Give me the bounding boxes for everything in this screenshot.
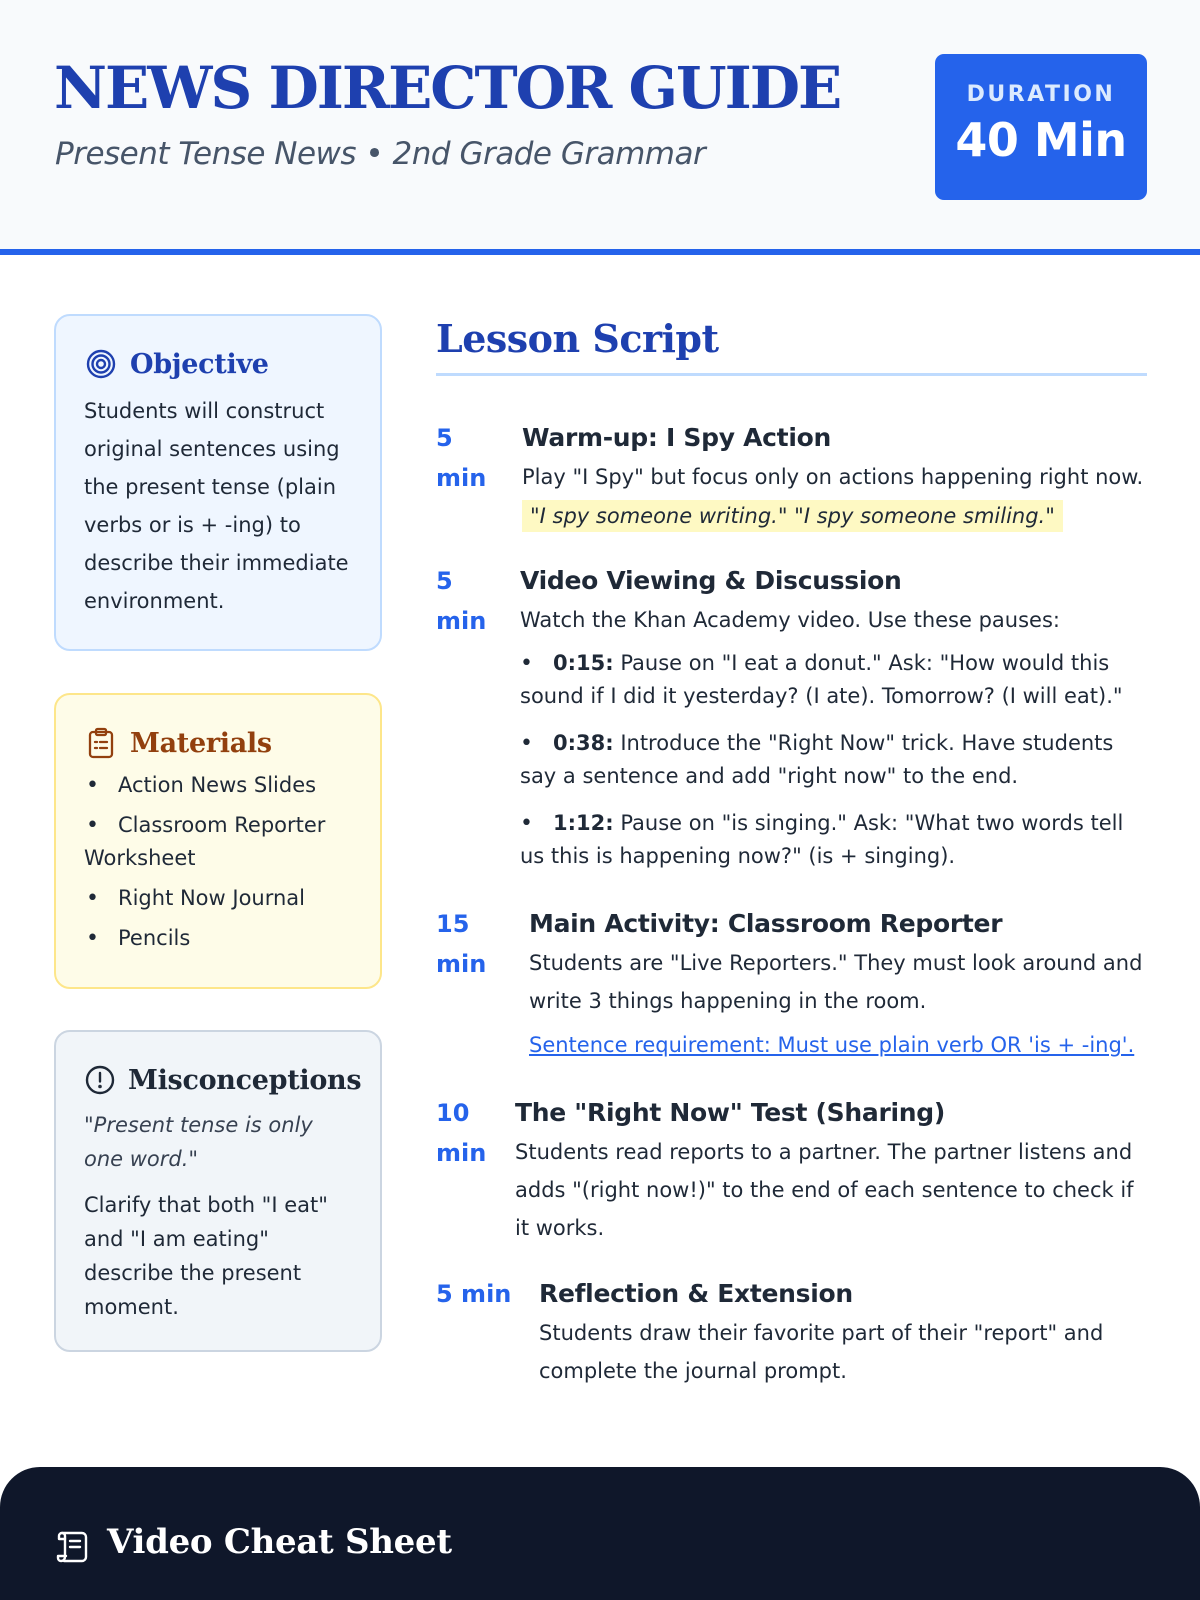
materials-title: Materials <box>130 727 272 759</box>
lesson-script-divider <box>436 373 1147 376</box>
misconception-quote: "Present tense is only one word." <box>84 1113 313 1171</box>
materials-item: • Right Now Journal <box>84 882 354 915</box>
step-title: Reflection & Extension <box>539 1279 853 1308</box>
target-icon <box>84 347 118 381</box>
step-body <box>529 904 1147 1062</box>
step-text: Students read reports to a partner. The partner listens and adds "(right now!)" to the end of each sentence to check if it works. <box>515 1140 1134 1240</box>
pause-timestamp: 1:12: <box>553 811 614 835</box>
clipboard-icon <box>84 726 118 760</box>
materials-card <box>54 693 382 989</box>
lesson-step <box>436 904 1147 1057</box>
misconceptions-title: Misconceptions <box>128 1064 362 1096</box>
materials-card-header <box>84 725 354 761</box>
pause-item <box>520 647 1147 713</box>
pause-timestamp: 0:38: <box>553 731 614 755</box>
objective-text: Students will construct original sentences using the present tense (plain verbs or is + -ing) to describe their immediate environment. <box>84 399 349 613</box>
page-subtitle: Present Tense News • 2nd Grade Grammar <box>55 136 706 172</box>
step-time: 5 min <box>436 1280 512 1308</box>
scroll-icon <box>54 1527 92 1565</box>
video-cheat-sheet-title: Video Cheat Sheet <box>107 1522 452 1562</box>
pause-text: Introduce the "Right Now" trick. Have students say a sentence and add "right now" to the end. <box>520 731 1114 788</box>
pause-timestamp: 0:15: <box>553 651 614 675</box>
step-text: Students draw their favorite part of their "report" and complete the journal prompt. <box>539 1321 1104 1383</box>
step-time: 15 min <box>436 910 487 978</box>
objective-card <box>54 314 382 651</box>
lesson-step <box>436 561 1147 881</box>
lesson-step <box>436 1274 1147 1383</box>
pause-item <box>520 727 1147 793</box>
duration-badge <box>935 54 1147 200</box>
pause-text: Pause on "I eat a donut." Ask: "How would this sound if I did it yesterday? (I ate). Tomorrow? (I will eat)." <box>520 651 1123 708</box>
materials-item: • Classroom Reporter Worksheet <box>84 809 354 875</box>
alert-circle-icon <box>84 1063 116 1097</box>
pause-text: Pause on "is singing." Ask: "What two words tell us this is happening now?" (is + singing). <box>520 811 1124 868</box>
step-time: 10 min <box>436 1099 487 1167</box>
misconception-clarification: Clarify that both "I eat" and "I am eating" describe the present moment. <box>84 1193 328 1319</box>
step-text: Watch the Khan Academy video. Use these pauses: <box>520 608 1060 632</box>
video-pause-list <box>520 647 1147 873</box>
sentence-requirement-link[interactable]: Sentence requirement: Must use plain verb OR 'is + -ing'. <box>529 1033 1135 1057</box>
misconceptions-card <box>54 1030 382 1352</box>
step-body <box>522 418 1147 532</box>
materials-item: • Pencils <box>84 922 354 955</box>
objective-title: Objective <box>130 348 269 380</box>
step-text: Students are "Live Reporters." They must look around and write 3 things happening in the room. <box>529 951 1143 1013</box>
step-title: The "Right Now" Test (Sharing) <box>515 1098 945 1127</box>
step-title: Main Activity: Classroom Reporter <box>529 909 1003 938</box>
step-body <box>520 561 1147 887</box>
page-header <box>0 0 1200 255</box>
objective-card-header <box>84 346 354 382</box>
step-body <box>539 1274 1147 1390</box>
materials-item: • Action News Slides <box>84 769 354 802</box>
lesson-step <box>436 418 1147 538</box>
step-text: Play "I Spy" but focus only on actions happening right now. <box>522 465 1144 489</box>
lesson-step <box>436 1093 1147 1243</box>
materials-list <box>84 769 354 955</box>
example-highlight: "I spy someone writing." "I spy someone smiling." <box>522 500 1063 532</box>
step-time: 5 min <box>436 567 487 635</box>
page-title: NEWS DIRECTOR GUIDE <box>54 54 841 122</box>
misconceptions-card-header <box>84 1062 362 1098</box>
lesson-script-title: Lesson Script <box>436 316 719 361</box>
step-time: 5 min <box>436 424 487 492</box>
step-title: Video Viewing & Discussion <box>520 566 902 595</box>
duration-label: DURATION <box>966 82 1116 107</box>
pause-item <box>520 807 1147 873</box>
step-title: Warm-up: I Spy Action <box>522 423 831 452</box>
duration-value: 40 Min <box>955 113 1127 167</box>
step-body <box>515 1093 1147 1247</box>
video-cheat-sheet-panel <box>0 1467 1200 1600</box>
